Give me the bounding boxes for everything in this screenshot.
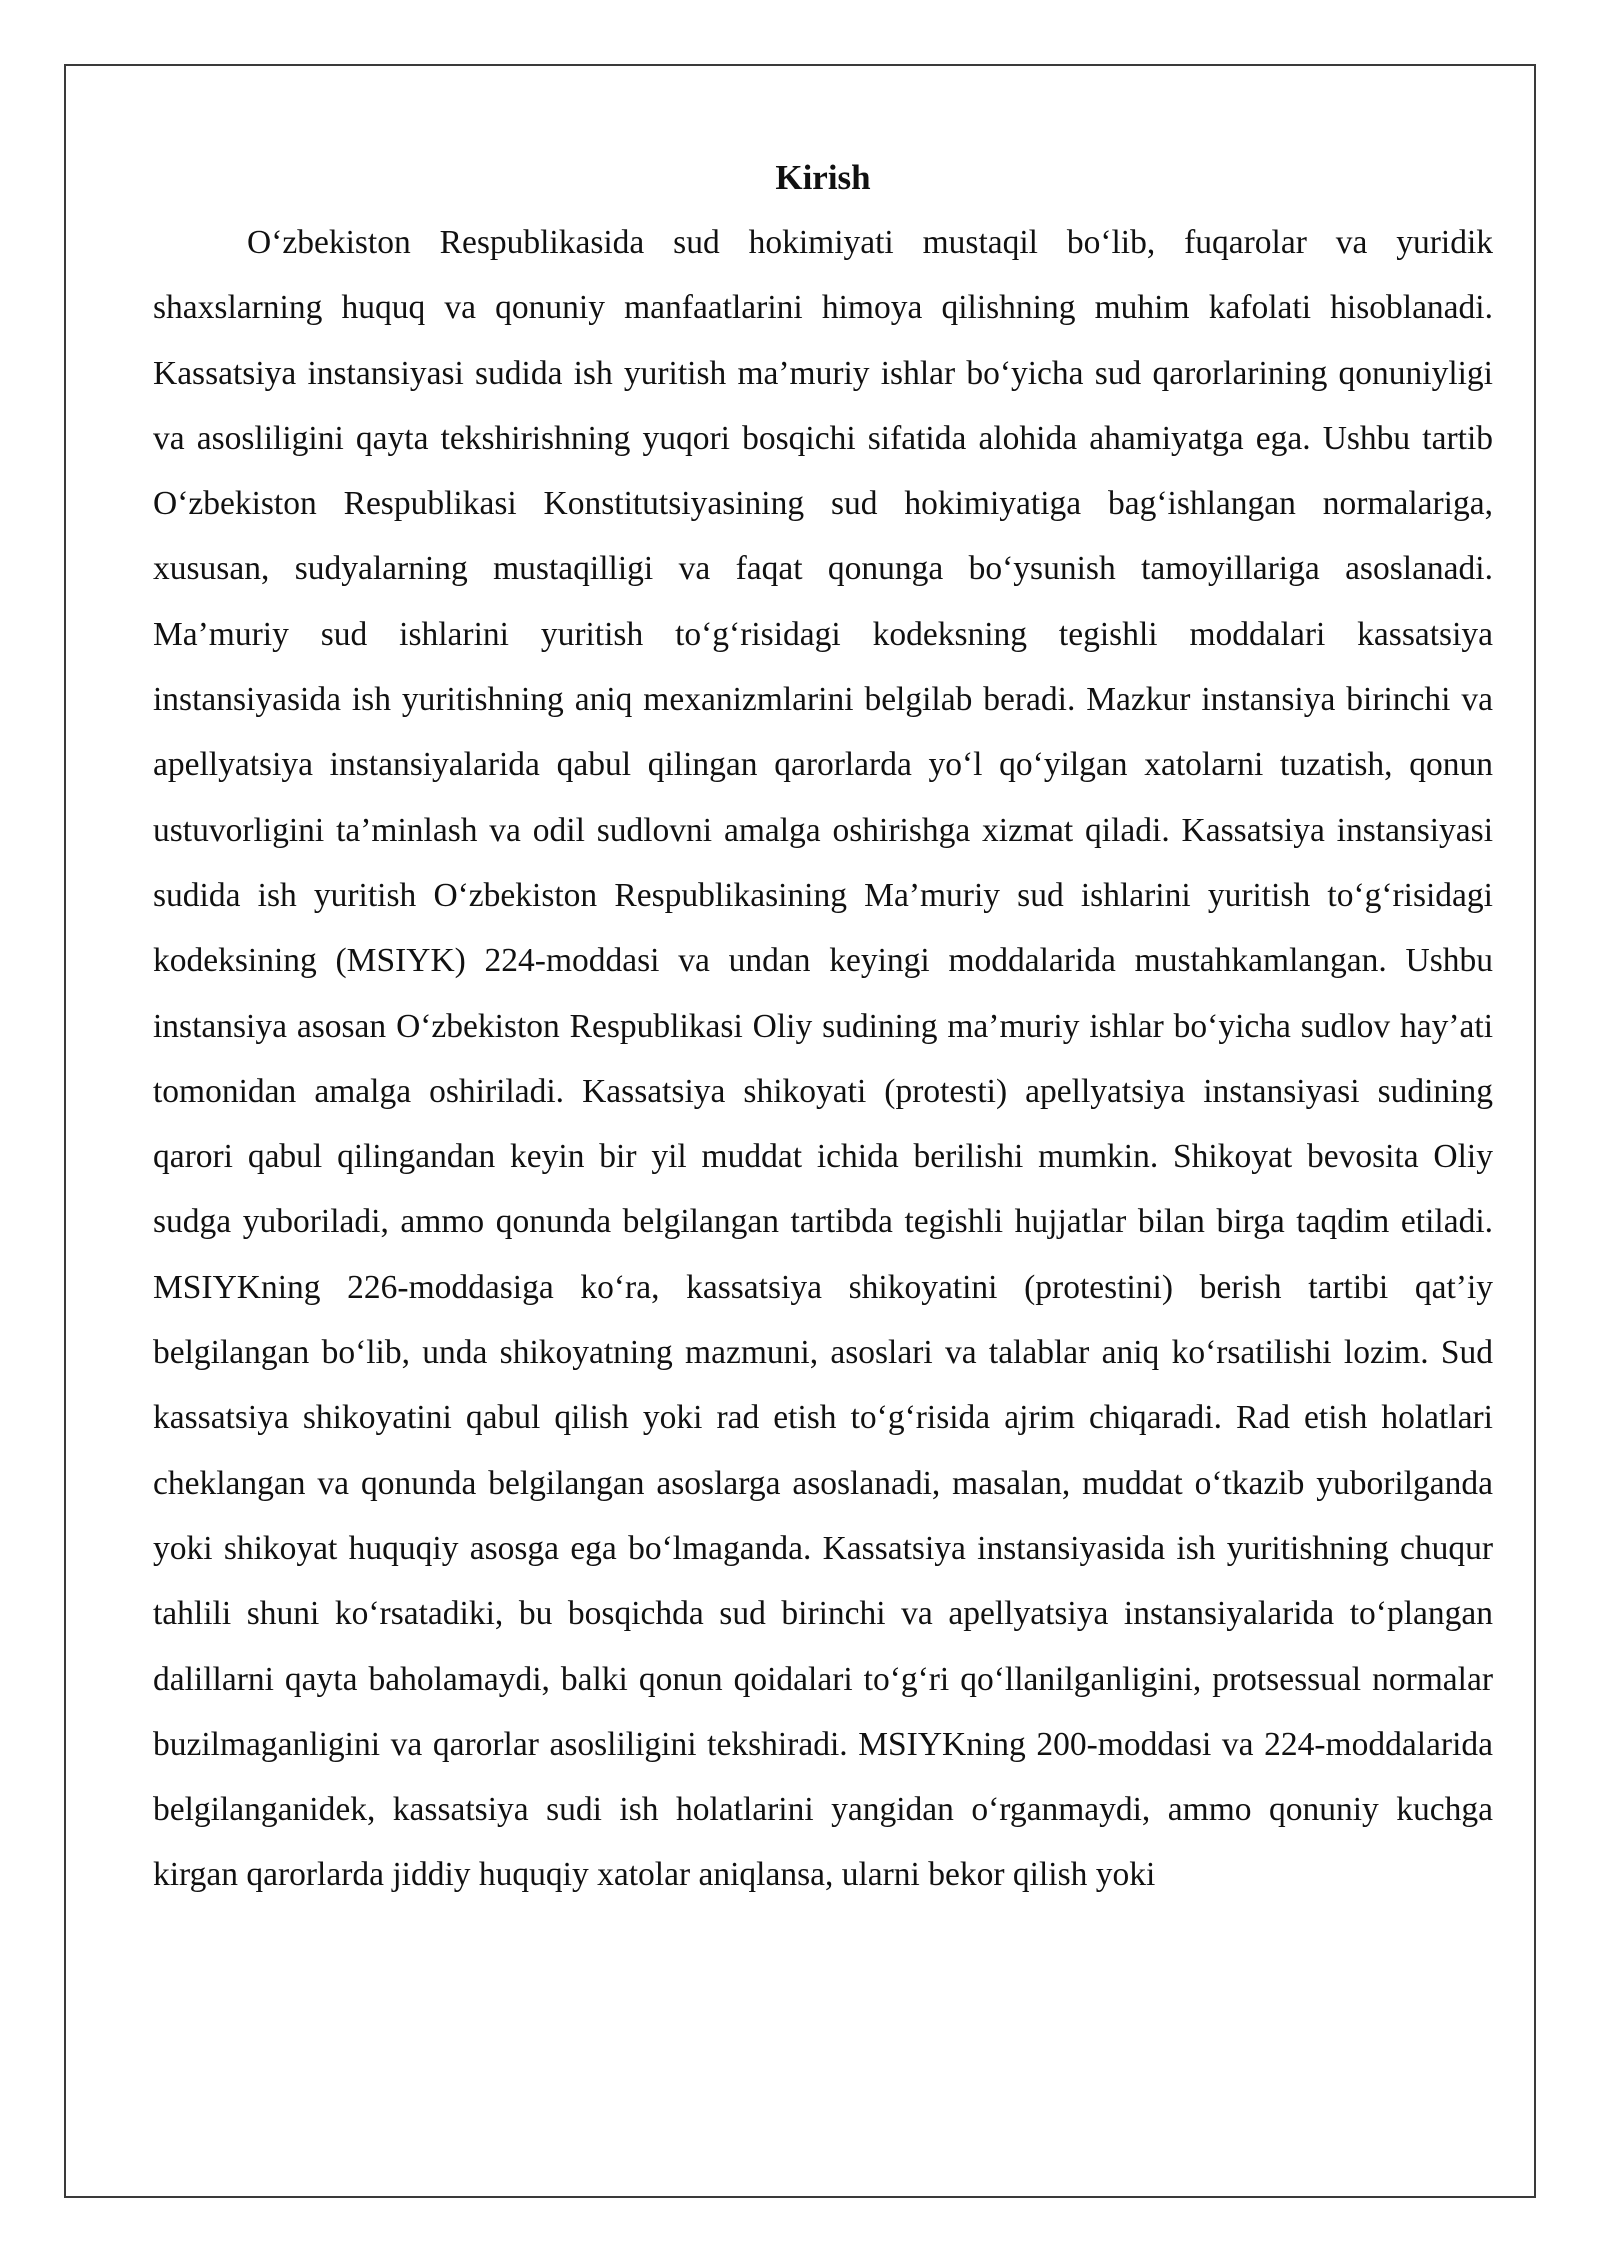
document-body (153, 145, 1493, 1908)
body-paragraph: O‘zbekiston Respublikasida sud hokimiyati mustaqil bo‘lib, fuqarolar va yuridik shaxslarning huquq va qonuniy manfaatlarini himoya qilishning muhim kafolati hisoblanadi. Kassatsiya instansiyasi sudida ish yuritish ma’muriy ishlar bo‘yicha sud qarorlarining qonuniyligi va asosliligini qayta tekshirishning yuqori bosqichi sifatida alohida ahamiyatga ega. Ushbu tartib O‘zbekiston Respublikasi Konstitutsiyasining sud hokimiyatiga bag‘ishlangan normalariga, xususan, sudyalarning mustaqilligi va faqat qonunga bo‘ysunish tamoyillariga asoslanadi. Ma’muriy sud ishlarini yuritish to‘g‘risidagi kodeksning tegishli moddalari kassatsiya instansiyasida ish yuritishning aniq mexanizmlarini belgilab beradi. Mazkur instansiya birinchi va apellyatsiya instansiyalarida qabul qilingan qarorlarda yo‘l qo‘yilgan xatolarni tuzatish, qonun ustuvorligini ta’minlash va odil sudlovni amalga oshirishga xizmat qiladi. Kassatsiya instansiyasi sudida ish yuritish O‘zbekiston Respublikasining Ma’muriy sud ishlarini yuritish to‘g‘risidagi kodeksining (MSIYK) 224-moddasi va undan keyingi moddalarida mustahkamlangan. Ushbu instansiya asosan O‘zbekiston Respublikasi Oliy sudining ma’muriy ishlar bo‘yicha sudlov hay’ati tomonidan amalga oshiriladi. Kassatsiya shikoyati (protesti) apellyatsiya instansiyasi sudining qarori qabul qilingandan keyin bir yil muddat ichida berilishi mumkin. Shikoyat bevosita Oliy sudga yuboriladi, ammo qonunda belgilangan tartibda tegishli hujjatlar bilan birga taqdim etiladi. MSIYKning 226-moddasiga ko‘ra, kassatsiya shikoyatini (protestini) berish tartibi qat’iy belgilangan bo‘lib, unda shikoyatning mazmuni, asoslari va talablar aniq ko‘rsatilishi lozim. Sud kassatsiya shikoyatini qabul qilish yoki rad etish to‘g‘risida ajrim chiqaradi. Rad etish holatlari cheklangan va qonunda belgilangan asoslarga asoslanadi, masalan, muddat o‘tkazib yuborilganda yoki shikoyat huquqiy asosga ega bo‘lmaganda. Kassatsiya instansiyasida ish yuritishning chuqur tahlili shuni ko‘rsatadiki, bu bosqichda sud birinchi va apellyatsiya instansiyalarida to‘plangan dalillarni qayta baholamaydi, balki qonun qoidalari to‘g‘ri qo‘llanilganligini, protsessual normalar buzilmaganligini va qarorlar asosliligini tekshiradi. MSIYKning 200-moddasi va 224-moddalarida belgilanganidek, kassatsiya sudi ish holatlarini yangidan o‘rganmaydi, ammo qonuniy kuchga kirgan qarorlarda jiddiy huquqiy xatolar aniqlansa, ularni bekor qilish yoki (153, 224, 1493, 1894)
document-title: Kirish (775, 158, 871, 197)
